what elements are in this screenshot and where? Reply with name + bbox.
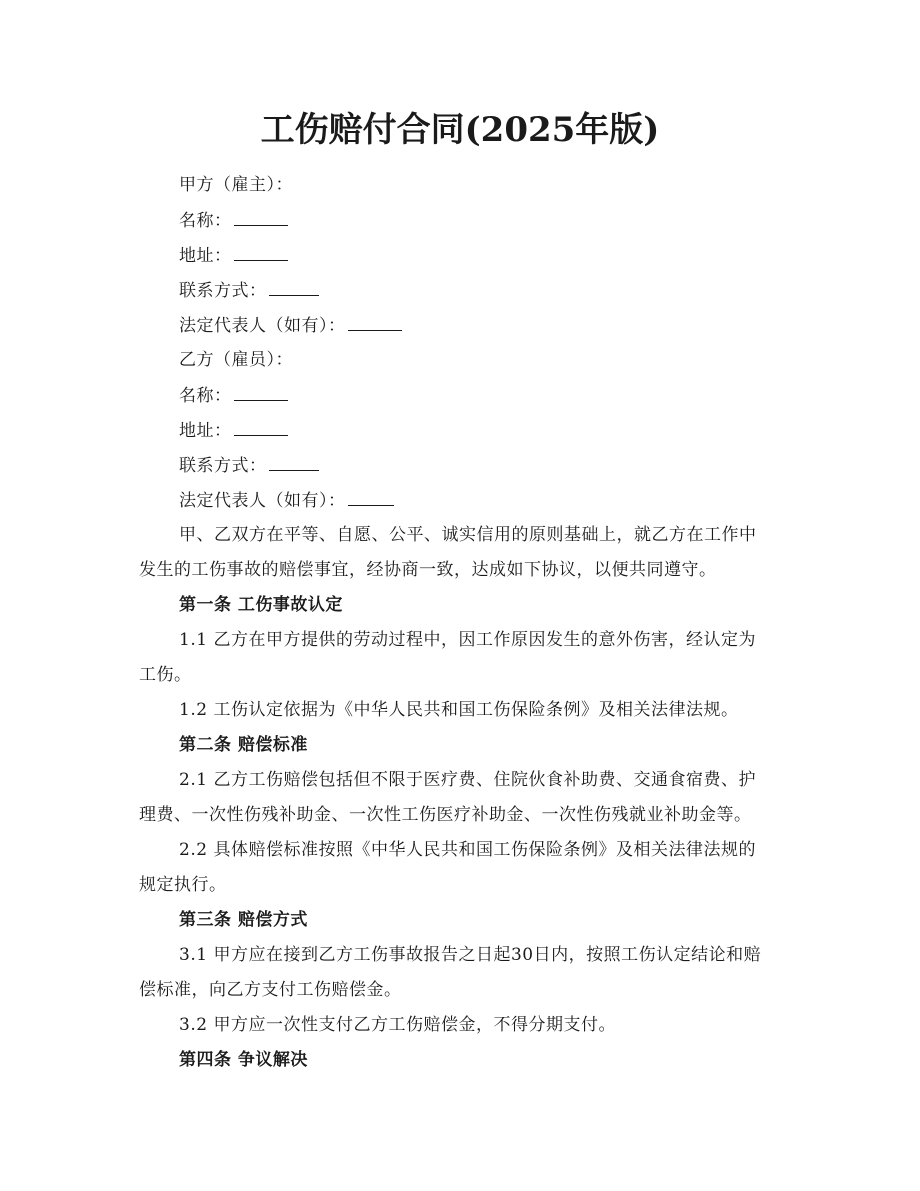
intro-line-2: 发生的工伤事故的赔偿事宜，经协商一致，达成如下协议，以便共同遵守。	[139, 560, 717, 580]
article-3-clause-1-line-1: 3.1 甲方应在接到乙方工伤事故报告之日起30日内，按照工伤认定结论和赔	[179, 945, 762, 965]
article-3-clause-1-line-2: 偿标准，向乙方支付工伤赔偿金。	[139, 980, 402, 1000]
article-2-clause-2-line-1: 2.2 具体赔偿标准按照《中华人民共和国工伤保险条例》及相关法律法规的	[179, 840, 756, 860]
party-a-contact-row	[139, 273, 789, 308]
party-a-legal-rep-blank[interactable]	[348, 308, 402, 331]
party-b-address-row	[139, 413, 789, 448]
document-body	[139, 168, 789, 1078]
article-3-heading: 第三条 赔偿方式	[179, 910, 308, 930]
party-a-heading: 甲方（雇主）：	[179, 175, 293, 195]
party-b-contact-row	[139, 448, 789, 483]
document-title: 工伤赔付合同(2025年版)	[260, 110, 660, 150]
party-a-contact-blank[interactable]	[269, 273, 319, 296]
party-b-name-row	[139, 378, 789, 413]
article-4-heading: 第四条 争议解决	[179, 1050, 308, 1070]
article-2-clause-1-line-2: 理费、一次性伤残补助金、一次性工伤医疗补助金、一次性伤残就业补助金等。	[139, 805, 752, 825]
article-1-heading: 第一条 工伤事故认定	[179, 595, 343, 615]
party-a-address-row	[139, 238, 789, 273]
party-b-address-label: 地址：	[179, 421, 232, 441]
party-b-name-blank[interactable]	[234, 378, 288, 401]
article-3-clause-2-line-1: 3.2 甲方应一次性支付乙方工伤赔偿金，不得分期支付。	[179, 1015, 616, 1035]
party-b-legal-rep-blank[interactable]	[348, 483, 394, 506]
intro-line-1: 甲、乙双方在平等、自愿、公平、诚实信用的原则基础上，就乙方在工作中	[179, 525, 757, 545]
party-b-address-blank[interactable]	[234, 413, 288, 436]
party-b-legal-rep-label: 法定代表人（如有）：	[179, 491, 346, 511]
party-a-address-blank[interactable]	[234, 238, 288, 261]
party-b-heading: 乙方（雇员）：	[179, 350, 293, 370]
party-a-name-label: 名称：	[179, 211, 232, 231]
article-1-clause-1-line-2: 工伤。	[139, 665, 192, 685]
article-2-clause-2-line-2: 规定执行。	[139, 875, 227, 895]
article-1-clause-2-line-1: 1.2 工伤认定依据为《中华人民共和国工伤保险条例》及相关法律法规。	[179, 700, 739, 720]
article-1-clause-1-line-1: 1.1 乙方在甲方提供的劳动过程中，因工作原因发生的意外伤害，经认定为	[179, 630, 756, 650]
party-b-contact-blank[interactable]	[269, 448, 319, 471]
party-b-name-label: 名称：	[179, 386, 232, 406]
article-2-clause-1-line-1: 2.1 乙方工伤赔偿包括但不限于医疗费、住院伙食补助费、交通食宿费、护	[179, 770, 756, 790]
party-a-address-label: 地址：	[179, 246, 232, 266]
party-a-contact-label: 联系方式：	[179, 281, 267, 301]
party-b-contact-label: 联系方式：	[179, 456, 267, 476]
party-a-legal-rep-row	[139, 308, 789, 343]
party-a-name-blank[interactable]	[234, 203, 288, 226]
article-2-heading: 第二条 赔偿标准	[179, 735, 308, 755]
party-a-name-row	[139, 203, 789, 238]
party-a-legal-rep-label: 法定代表人（如有）：	[179, 316, 346, 336]
party-b-legal-rep-row	[139, 483, 789, 518]
